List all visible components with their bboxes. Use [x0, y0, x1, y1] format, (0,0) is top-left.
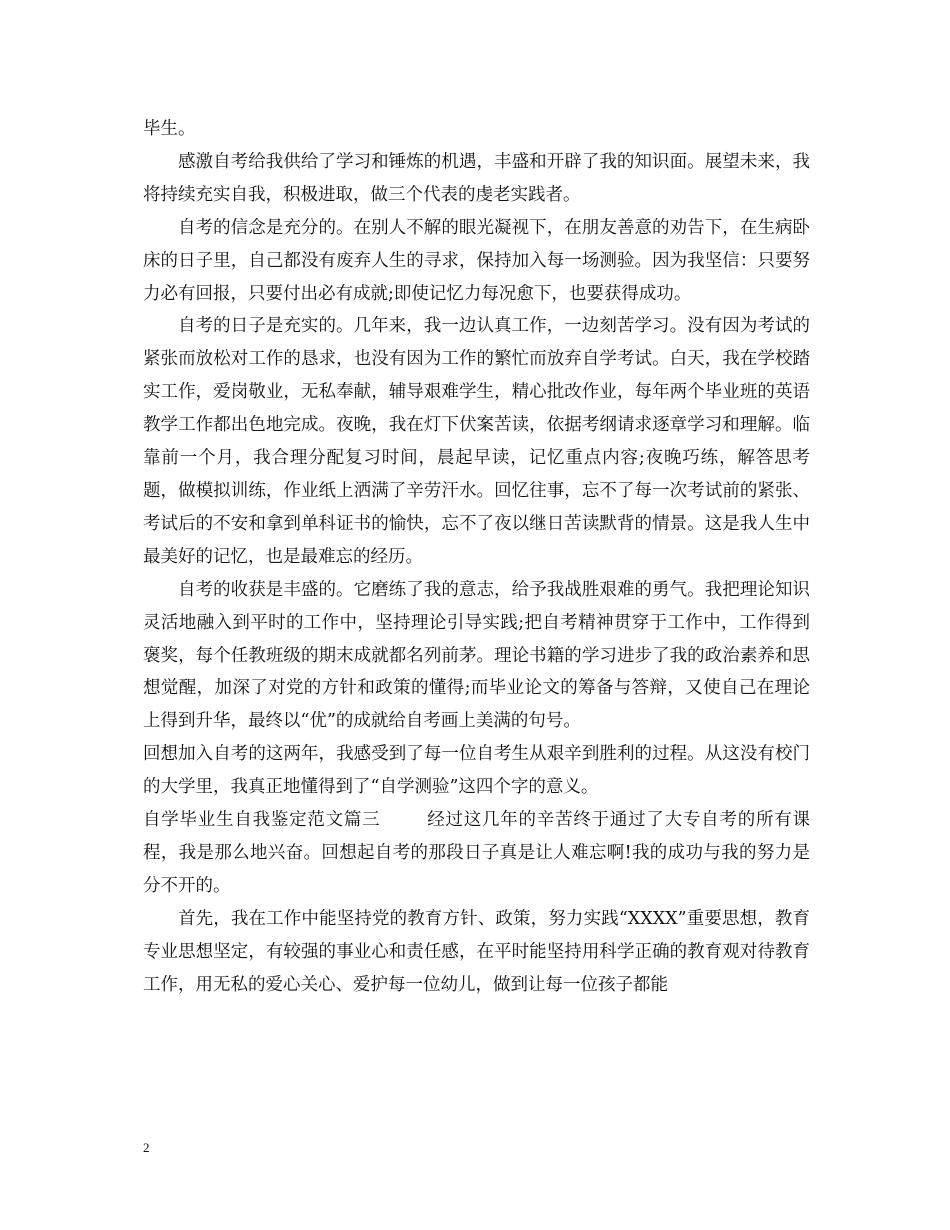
paragraph: 自考的日子是充实的。几年来，我一边认真工作，一边刻苦学习。没有因为考试的紧张而放松对工作的恳求，也没有因为工作的繁忙而放弃自学考试。白天，我在学校踏实工作，爱岗敬业，无私奉献，辅导艰难学生，精心批改作业，每年两个毕业班的英语教学工作都出色地完成。夜晚，我在灯下伏案苦读，依据考纲请求逐章学习和理解。临靠前一个月，我合理分配复习时间，晨起早读，记忆重点内容;夜晚巧练，解答思考题，做模拟训练，作业纸上洒满了辛劳汗水。回忆往事，忘不了每一次考试前的紧张、考试后的不安和拿到单科证书的愉快，忘不了夜以继日苦读默背的情景。这是我人生中最美好的记忆，也是最难忘的经历。: [143, 316, 810, 567]
section-intro-text: 经过这几年的辛苦终于通过了大专自考的所有课程，我是那么地兴奋。回想起自考的那段日子真是让人难忘啊!我的成功与我的努力是分不开的。: [143, 810, 811, 896]
page-number: 2: [143, 1140, 150, 1155]
paragraph: 自考的收获是丰盛的。它磨练了我的意志，给予我战胜艰难的勇气。我把理论知识灵活地融入到平时的工作中，坚持理论引导实践;把自考精神贯穿于工作中，工作得到褒奖，每个任教班级的期末成就都名列前茅。理论书籍的学习进步了我的政治素养和思想觉醒，加深了对党的方针和政策的懂得;而毕业论文的筹备与答辩，又使自己在理论上得到升华，最终以“优”的成就给自考画上美满的句号。: [143, 579, 810, 732]
section-title: 自学毕业生自我鉴定范文篇三: [143, 810, 381, 831]
paragraph: 首先，我在工作中能坚持党的教育方针、政策，努力实践“XXXX”重要思想，教育专业思想坚定，有较强的事业心和责任感，在平时能坚持用科学正确的教育观对待教育工作，用无私的爱心关心、爱护每一位幼儿，做到让每一位孩子都能: [143, 908, 810, 995]
paragraph: 回想加入自考的这两年，我感受到了每一位自考生从艰辛到胜利的过程。从这没有校门的大学里，我真正地懂得到了“自学测验”这四个字的意义。: [143, 744, 810, 798]
paragraph: 毕生。: [143, 119, 196, 139]
document-body: [143, 113, 810, 1001]
section-heading-paragraph: [143, 804, 810, 903]
paragraph: 自考的信念是充分的。在别人不解的眼光凝视下，在朋友善意的劝告下，在生病卧床的日子里，自己都没有废弃人生的寻求，保持加入每一场测验。因为我坚信：只要努力必有回报，只要付出必有成就;即使记忆力每况愈下，也要获得成功。: [143, 217, 810, 304]
paragraph: 感激自考给我供给了学习和锤炼的机遇，丰盛和开辟了我的知识面。展望未来，我将持续充实自我，积极进取，做三个代表的虔老实践者。: [143, 151, 810, 205]
